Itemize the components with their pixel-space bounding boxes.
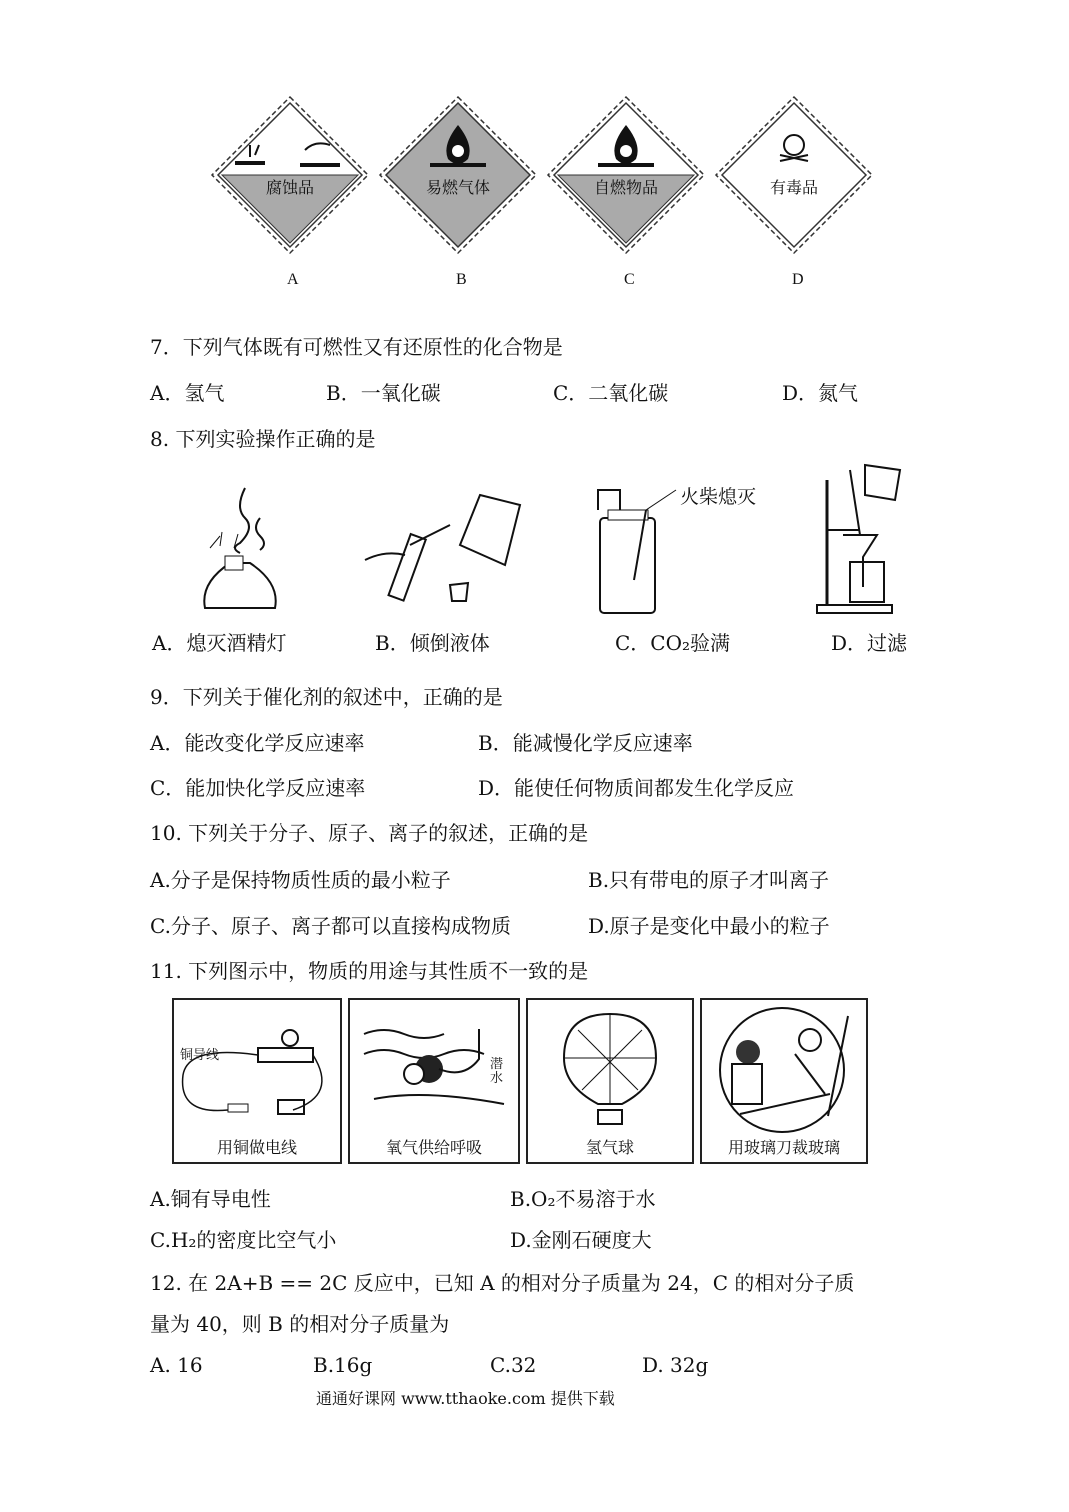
hazard-label-b: 易燃气体 — [425, 178, 490, 197]
balloon-drawing — [558, 1010, 662, 1130]
hazard-letter-b: B — [456, 271, 467, 288]
hazard-label-a: 腐蚀品 — [265, 178, 314, 197]
hazard-letter-c: C — [624, 271, 635, 288]
q8-option-c: C．CO₂验满 — [615, 631, 731, 655]
q12-option-a: A. 16 — [150, 1353, 203, 1377]
hazard-letter-a: A — [287, 271, 299, 288]
q12-option-c: C.32 — [490, 1353, 537, 1377]
diving-label: 潜水 — [490, 1057, 504, 1086]
q10-option-c: C.分子、原子、离子都可以直接构成物质 — [150, 914, 511, 938]
q7-stem: 7．下列气体既有可燃性又有还原性的化合物是 — [150, 335, 563, 359]
pouring-liquid-figure — [360, 485, 530, 610]
q7-option-d: D．氮气 — [782, 381, 859, 405]
q7-option-a: A．氢气 — [150, 381, 225, 405]
q10-option-a: A.分子是保持物质性质的最小粒子 — [150, 868, 451, 892]
hydrogen-balloon-panel — [526, 998, 694, 1164]
q9-option-d: D．能使任何物质间都发生化学反应 — [478, 776, 795, 800]
glass-cutter-panel — [700, 998, 868, 1164]
q10-option-d: D.原子是变化中最小的粒子 — [588, 914, 830, 938]
q11-option-b: B.O₂不易溶于水 — [510, 1187, 656, 1211]
footer-source: 通通好课网 www.tthaoke.com 提供下载 — [316, 1389, 615, 1408]
q9-option-a: A．能改变化学反应速率 — [150, 731, 365, 755]
glass-cutter-caption: 用玻璃刀裁玻璃 — [727, 1138, 840, 1157]
q11-stem: 11. 下列图示中，物质的用途与其性质不一致的是 — [150, 959, 589, 983]
copper-wire-label: 铜导线 — [180, 1048, 220, 1063]
match-out-label: 火柴熄灭 — [680, 486, 757, 508]
diver-drawing — [354, 1014, 512, 1124]
alcohol-lamp-figure — [190, 478, 300, 623]
q8-option-d: D．过滤 — [831, 631, 908, 655]
q8-option-a: A．熄灭酒精灯 — [152, 631, 287, 655]
copper-wire-caption: 用铜做电线 — [216, 1138, 297, 1157]
filtration-figure — [815, 460, 905, 615]
circuit-drawing — [178, 1020, 336, 1130]
q12-option-b: B.16g — [313, 1353, 373, 1377]
hazard-label-c: 自燃物品 — [593, 178, 658, 197]
q7-option-c: C．二氧化碳 — [553, 381, 669, 405]
q10-option-b: B.只有带电的原子才叫离子 — [588, 868, 830, 892]
hazard-letter-d: D — [792, 271, 804, 288]
q10-stem: 10. 下列关于分子、原子、离子的叙述，正确的是 — [150, 821, 589, 845]
q7-option-b: B．一氧化碳 — [326, 381, 441, 405]
q8-option-b: B．倾倒液体 — [375, 631, 490, 655]
q12-option-d: D. 32g — [642, 1353, 709, 1377]
hazard-label-d: 有毒品 — [769, 178, 818, 197]
q11-option-a: A.铜有导电性 — [150, 1187, 271, 1211]
glass-cutting-drawing — [710, 1004, 860, 1134]
q9-option-b: B．能减慢化学反应速率 — [478, 731, 693, 755]
oxygen-caption: 氧气供给呼吸 — [385, 1138, 482, 1157]
q11-option-d: D.金刚石硬度大 — [510, 1228, 652, 1252]
q8-stem: 8. 下列实验操作正确的是 — [150, 427, 376, 451]
oxygen-panel — [348, 998, 520, 1164]
q11-option-c: C.H₂的密度比空气小 — [150, 1228, 337, 1252]
hydrogen-balloon-caption: 氢气球 — [585, 1138, 634, 1157]
co2-test-figure — [590, 480, 680, 620]
copper-wire-panel — [172, 998, 342, 1164]
q12-stem-line1: 12. 在 2A+B == 2C 反应中，已知 A 的相对分子质量为 24，C 的相对分子质 — [150, 1271, 855, 1295]
q9-option-c: C．能加快化学反应速率 — [150, 776, 366, 800]
q12-stem-line2: 量为 40，则 B 的相对分子质量为 — [150, 1312, 450, 1336]
q9-stem: 9．下列关于催化剂的叙述中，正确的是 — [150, 685, 503, 709]
